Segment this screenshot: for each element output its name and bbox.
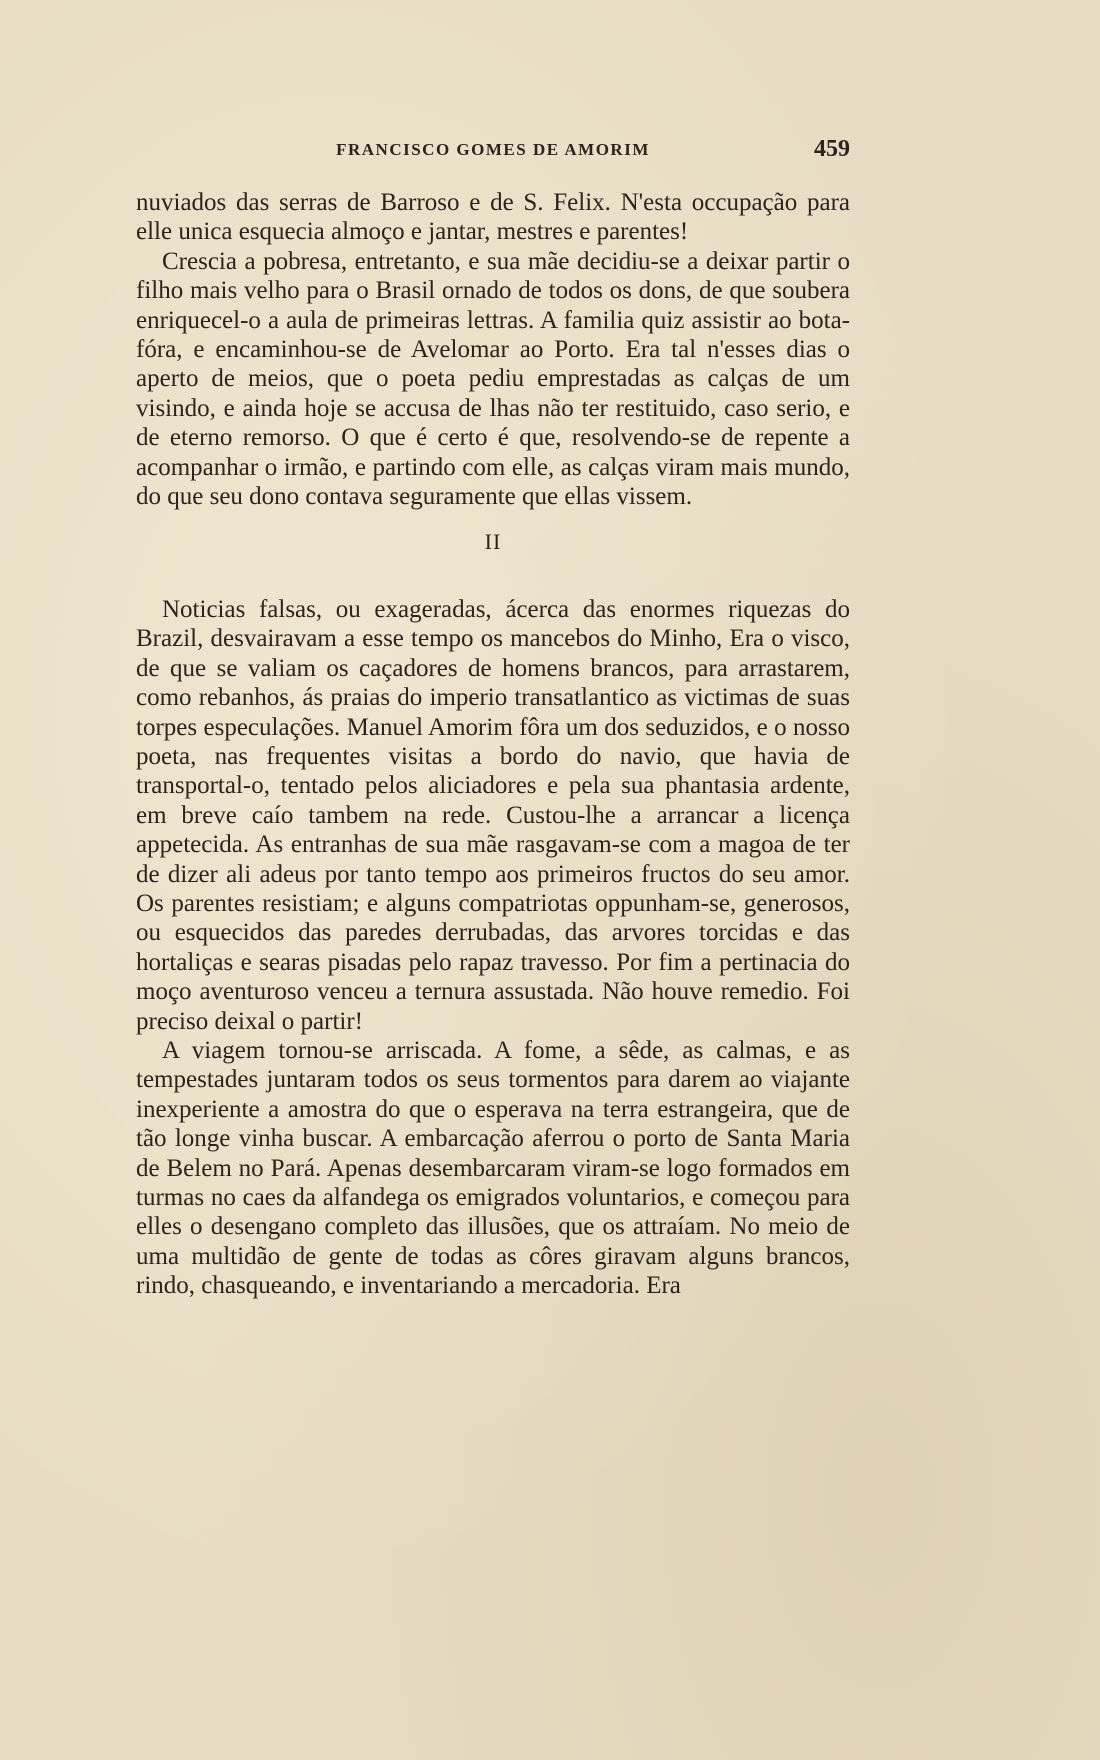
paragraph-1: nuviados das serras de Barroso e de S. Felix. N'esta occupação para elle unica esquecia almoço e jantar, mestres e parentes! [136, 189, 850, 246]
running-title: FRANCISCO GOMES DE AMORIM [336, 140, 650, 159]
running-head [136, 136, 850, 170]
paragraph-3: Noticias falsas, ou exageradas, ácerca das enormes riquezas do Brazil, desvairavam a esse tempo os mancebos do Minho, Era o visco, de que se valiam os caçadores de homens brancos, para arrastarem, como rebanhos, ás praias do imperio transatlantico as victimas de suas torpes especulações. Manuel Amorim fôra um dos seduzidos, e o nosso poeta, nas frequentes visitas a bordo do navio, que havia de transportal-o, tentado pelos aliciadores e pela sua phantasia ardente, em breve caío tambem na rede. Custou-lhe a arrancar a licença appetecida. As entranhas de sua mãe rasgavam-se com a magoa de ter de dizer ali adeus por tanto tempo aos primeiros fructos do seu amor. Os parentes resistiam; e alguns compatriotas oppunham-se, generosos, ou esquecidos das paredes derrubadas, das arvores torcidas e das hortaliças e searas pisadas pelo rapaz travesso. Por fim a pertinacia do moço aventuroso venceu a ternura assustada. Não houve remedio. Foi preciso deixal o partir! [136, 595, 850, 1035]
page-number: 459 [814, 136, 850, 162]
paragraph-2: Crescia a pobresa, entretanto, e sua mãe decidiu-se a deixar partir o filho mais velho para o Brasil ornado de todos os dons, de que soubera enriquecel-o a aula de primeiras lettras. A familia quiz assistir ao bota-fóra, e encaminhou-se de Avelomar ao Porto. Era tal n'esses dias o aperto de meios, que o poeta pediu emprestadas as calças de um visindo, e ainda hoje se accusa de lhas não ter restituido, caso serio, e de eterno remorso. O que é certo é que, resolvendo-se de repente a acompanhar o irmão, e partindo com elle, as calças viram mais mundo, do que seu dono contava seguramente que ellas vissem. [136, 247, 850, 511]
text-block [136, 188, 850, 1301]
section-number: II [484, 529, 502, 555]
paragraph-4: A viagem tornou-se arriscada. A fome, a sêde, as calmas, e as tempestades juntaram todos os seus tormentos para darem ao viajante inexperiente a amostra do que o esperava na terra estrangeira, que de tão longe vinha buscar. A embarcação aferrou o porto de Santa Maria de Belem no Pará. Apenas desembarcaram viram-se logo formados em turmas no caes da alfandega os emigrados voluntarios, e começou para elles o desengano completo das illusões, que os attraíam. No meio de uma multidão de gente de todas as côres giravam alguns brancos, rindo, chasqueando, e inventariando a mercadoria. Era [136, 1036, 850, 1300]
